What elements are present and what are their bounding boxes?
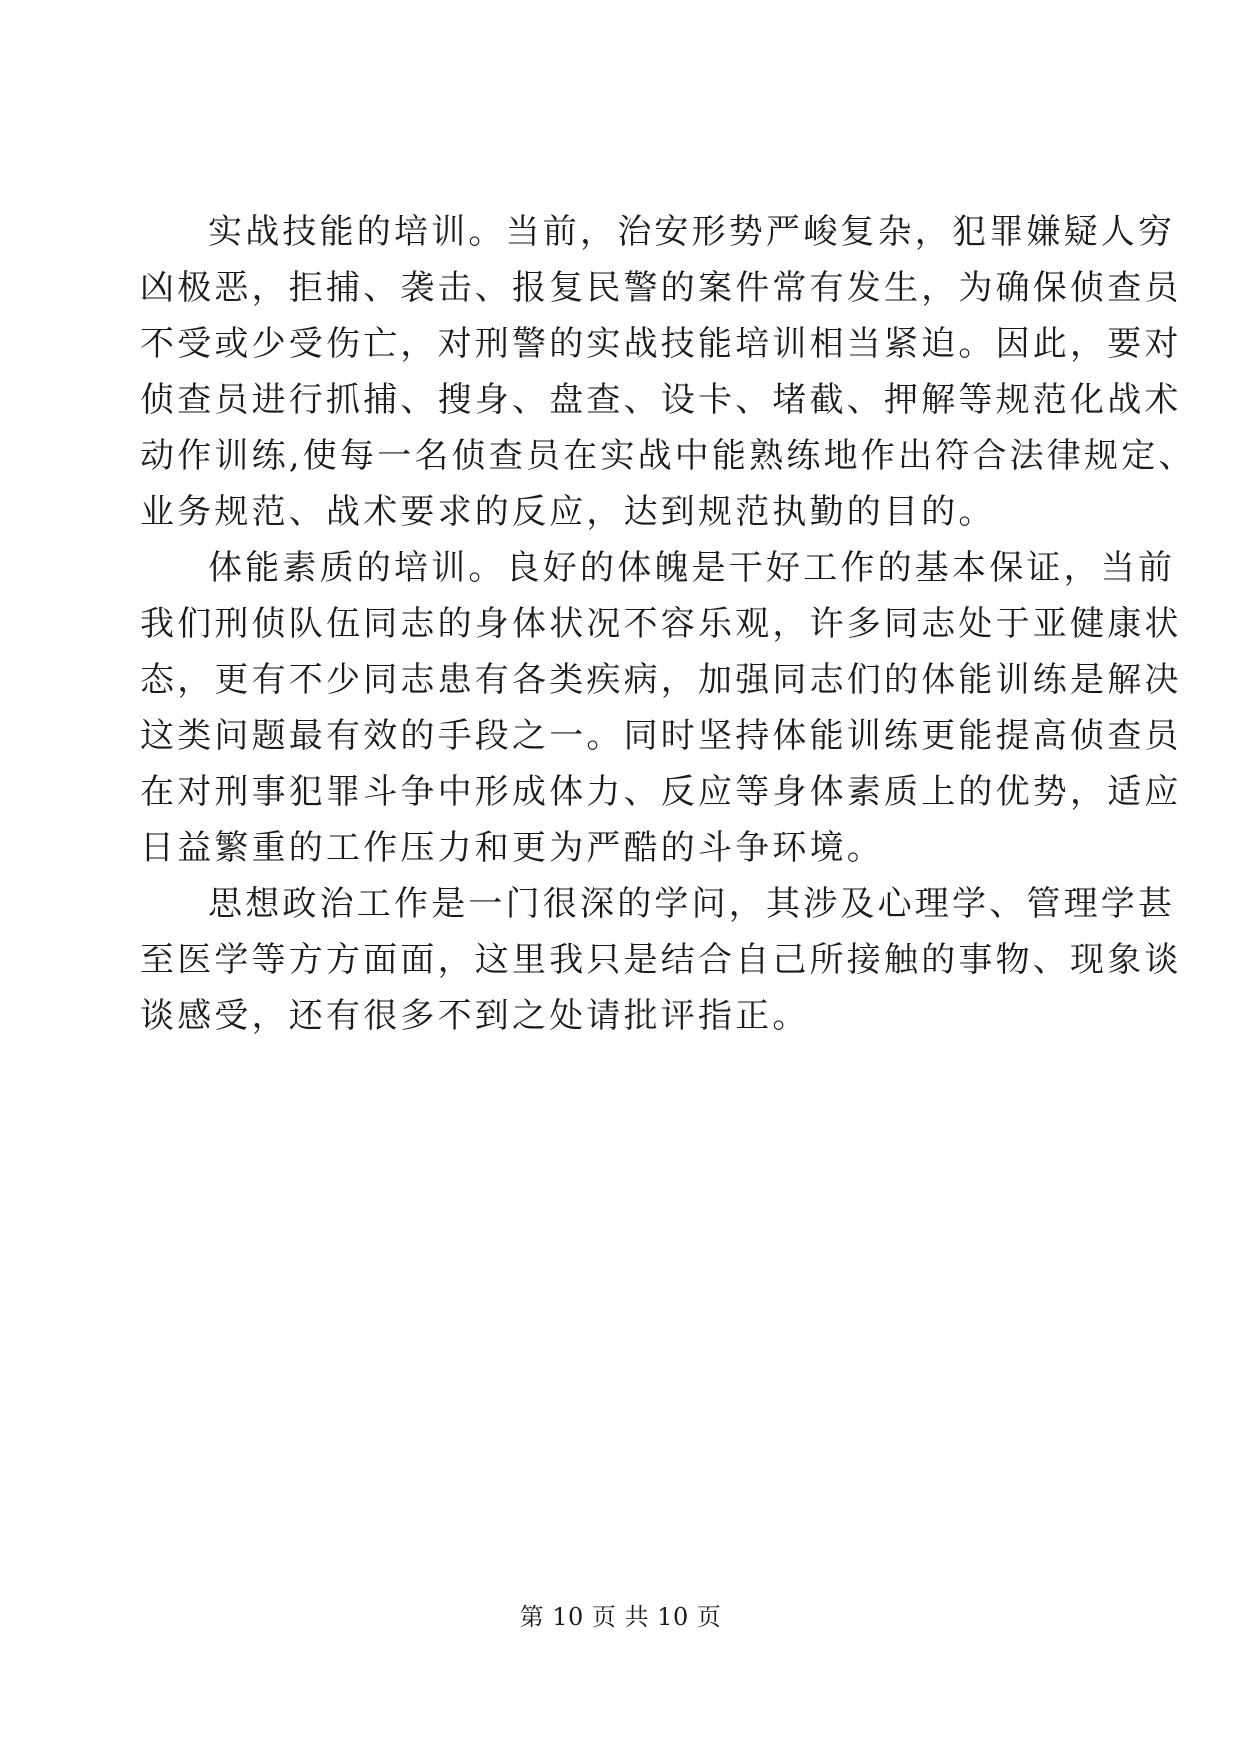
text-line: 至医学等方方面面，这里我只是结合自己所接触的事物、现象谈 (140, 940, 1182, 980)
text-line: 侦查员进行抓捕、搜身、盘查、设卡、堵截、押解等规范化战术 (140, 380, 1182, 420)
page-number-footer: 第 10 页 共 10 页 (519, 1603, 722, 1631)
text-line: 凶极恶，拒捕、袭击、报复民警的案件常有发生，为确保侦查员 (140, 268, 1182, 308)
text-line: 动作训练,使每一名侦查员在实战中能熟练地作出符合法律规定、 (140, 436, 1196, 476)
text-line: 思想政治工作是一门很深的学问，其涉及心理学、管理学甚 (208, 884, 1176, 924)
text-line: 在对刑事犯罪斗争中形成体力、反应等身体素质上的优势，适应 (140, 772, 1182, 812)
text-line: 态，更有不少同志患有各类疾病，加强同志们的体能训练是解决 (140, 660, 1182, 700)
text-line: 体能素质的培训。良好的体魄是干好工作的基本保证，当前 (208, 548, 1176, 588)
text-line: 业务规范、战术要求的反应，达到规范执勤的目的。 (140, 492, 996, 532)
text-line: 日益繁重的工作压力和更为严酷的斗争环境。 (140, 828, 884, 868)
text-line: 实战技能的培训。当前，治安形势严峻复杂，犯罪嫌疑人穷 (208, 212, 1176, 252)
text-line: 谈感受，还有很多不到之处请批评指正。 (140, 996, 810, 1036)
text-line: 我们刑侦队伍同志的身体状况不容乐观，许多同志处于亚健康状 (140, 604, 1182, 644)
text-line: 这类问题最有效的手段之一。同时坚持体能训练更能提高侦查员 (140, 716, 1182, 756)
text-line: 不受或少受伤亡，对刑警的实战技能培训相当紧迫。因此，要对 (140, 324, 1182, 364)
